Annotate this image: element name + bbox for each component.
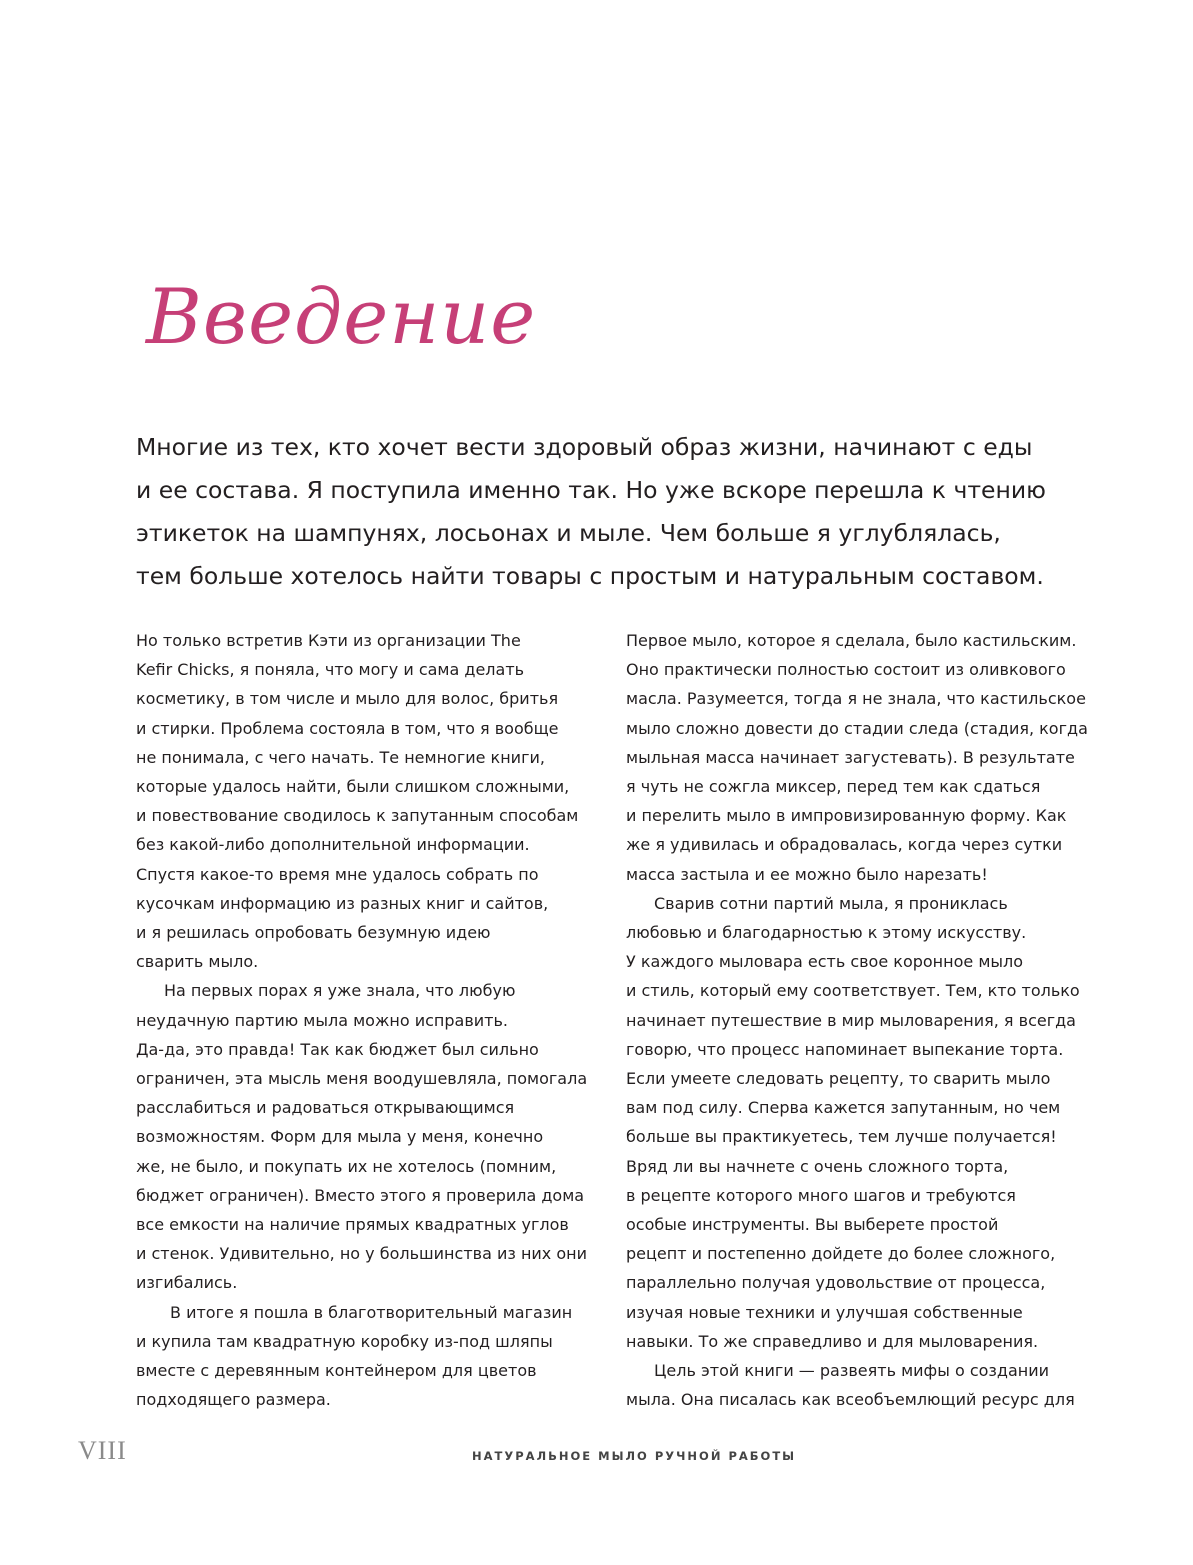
text-line: любовью и благодарностью к этому искусству. bbox=[626, 923, 1027, 943]
text-line: мыла. Она писалась как всеобъемлющий ресурс для bbox=[626, 1390, 1075, 1410]
right-column bbox=[626, 626, 1096, 1414]
text-line: неудачную партию мыла можно исправить. bbox=[136, 1010, 508, 1030]
text-line: которые удалось найти, были слишком сложными, bbox=[136, 777, 570, 797]
text-line: параллельно получая удовольствие от процесса, bbox=[626, 1273, 1046, 1293]
text-line: подходящего размера. bbox=[136, 1390, 331, 1410]
text-line: мыло сложно довести до стадии следа (стадия, когда bbox=[626, 718, 1088, 738]
text-line: и стиль, который ему соответствует. Тем, кто только bbox=[626, 981, 1080, 1001]
text-line: начинает путешествие в мир мыловарения, я всегда bbox=[626, 1010, 1076, 1030]
text-line: рецепт и постепенно дойдете до более сложного, bbox=[626, 1244, 1056, 1264]
text-line: Да-да, это правда! Так как бюджет был сильно bbox=[136, 1039, 539, 1059]
text-line: Но только встретив Кэти из организации The bbox=[136, 631, 521, 650]
text-line: Вряд ли вы начнете с очень сложного торта, bbox=[626, 1156, 1009, 1176]
text-line: и стирки. Проблема состояла в том, что я вообще bbox=[136, 718, 559, 738]
text-line: масла. Разумеется, тогда я не знала, что кастильское bbox=[626, 689, 1086, 709]
text-line: не понимала, с чего начать. Те немногие книги, bbox=[136, 747, 545, 767]
lead-line: Многие из тех, кто хочет вести здоровый образ жизни, начинают с еды bbox=[136, 433, 1033, 461]
text-line: все емкости на наличие прямых квадратных углов bbox=[136, 1215, 569, 1235]
text-line: косметику, в том числе и мыло для волос, бритья bbox=[136, 689, 559, 709]
text-line: изучая новые техники и улучшая собственные bbox=[626, 1302, 1023, 1322]
text-line: масса застыла и ее можно было нарезать! bbox=[626, 864, 988, 884]
left-column bbox=[136, 626, 606, 1414]
text-line: я чуть не сожгла миксер, перед тем как сдаться bbox=[626, 777, 1041, 797]
text-line: расслабиться и радоваться открывающимся bbox=[136, 1098, 515, 1118]
text-line: особые инструменты. Вы выберете простой bbox=[626, 1215, 999, 1235]
text-line: сварить мыло. bbox=[136, 952, 259, 972]
text-line: и перелить мыло в импровизированную форму. Как bbox=[626, 806, 1067, 826]
lead-line: этикеток на шампунях, лосьонах и мыле. Чем больше я углублялась, bbox=[136, 519, 1001, 547]
text-line: Первое мыло, которое я сделала, было кастильским. bbox=[626, 631, 1077, 650]
text-line: мыльная масса начинает загустевать). В результате bbox=[626, 747, 1075, 767]
text-line: говорю, что процесс напоминает выпекание торта. bbox=[626, 1039, 1064, 1059]
lead-line: и ее состава. Я поступила именно так. Но уже вскоре перешла к чтению bbox=[136, 476, 1046, 504]
text-line: навыки. То же справедливо и для мыловарения. bbox=[626, 1331, 1039, 1351]
text-line: вам под силу. Сперва кажется запутанным, но чем bbox=[626, 1098, 1061, 1118]
text-line: Оно практически полностью состоит из оливкового bbox=[626, 660, 1066, 680]
text-line: Если умеете следовать рецепту, то сварить мыло bbox=[626, 1069, 1051, 1089]
text-line: же я удивилась и обрадовалась, когда через сутки bbox=[626, 835, 1063, 855]
text-line: ограничен, эта мысль меня воодушевляла, помогала bbox=[136, 1069, 588, 1089]
text-line: в рецепте которого много шагов и требуются bbox=[626, 1185, 1016, 1205]
text-line: На первых порах я уже знала, что любую bbox=[164, 981, 516, 1001]
running-footer-title: НАТУРАЛЬНОЕ МЫЛО РУЧНОЙ РАБОТЫ bbox=[472, 1449, 797, 1463]
chapter-title: Введение bbox=[146, 272, 537, 361]
text-line: и повествование сводилось к запутанным способам bbox=[136, 806, 579, 826]
text-line: и купила там квадратную коробку из-под шляпы bbox=[136, 1331, 553, 1351]
text-line: Kefir Chicks, я поняла, что могу и сама делать bbox=[136, 660, 525, 680]
text-line: без какой-либо дополнительной информации. bbox=[136, 835, 530, 855]
lead-line: тем больше хотелось найти товары с простым и натуральным составом. bbox=[136, 562, 1044, 590]
text-line: Спустя какое-то время мне удалось собрать по bbox=[136, 864, 539, 884]
text-line: и стенок. Удивительно, но у большинства из них они bbox=[136, 1244, 588, 1264]
text-line: Сварив сотни партий мыла, я прониклась bbox=[654, 893, 1008, 913]
text-line: бюджет ограничен). Вместо этого я проверила дома bbox=[136, 1185, 585, 1205]
text-line: больше вы практикуетесь, тем лучше получается! bbox=[626, 1127, 1057, 1147]
text-line: изгибались. bbox=[136, 1273, 238, 1293]
text-line: У каждого мыловара есть свое коронное мыло bbox=[626, 952, 1024, 972]
text-line: возможностям. Форм для мыла у меня, конечно bbox=[136, 1127, 544, 1147]
text-line: и я решилась опробовать безумную идею bbox=[136, 923, 491, 943]
text-line: кусочкам информацию из разных книг и сайтов, bbox=[136, 893, 549, 913]
lead-paragraph bbox=[136, 426, 1096, 598]
text-line: В итоге я пошла в благотворительный магазин bbox=[170, 1302, 573, 1322]
text-line: вместе с деревянным контейнером для цветов bbox=[136, 1361, 537, 1381]
text-line: же, не было, и покупать их не хотелось (помним, bbox=[136, 1156, 557, 1176]
page-number: VIII bbox=[78, 1436, 127, 1465]
text-line: Цель этой книги — развеять мифы о создании bbox=[654, 1361, 1050, 1381]
